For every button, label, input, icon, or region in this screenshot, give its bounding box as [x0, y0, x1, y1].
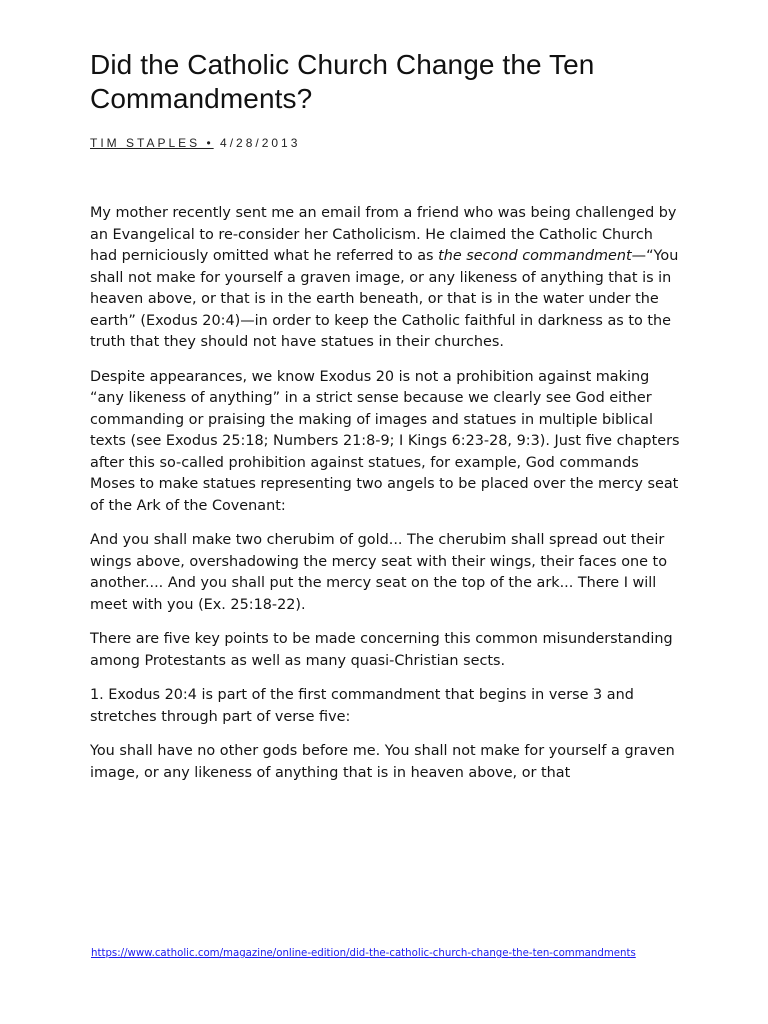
paragraph-intro — [90, 203, 680, 354]
author-link[interactable]: TIM STAPLES • — [90, 136, 214, 150]
article-title: Did the Catholic Church Change the Ten Commandments? — [90, 49, 595, 114]
paragraph-intro-end: —“You shall not make for yourself a graven image, or any likeness of anything that is in heaven above, or that is in the earth beneath, or that is in the water under the earth” (Exodus 20:4)—in order to keep the Catholic faithful in darkness as to the truth that they should not have statues in their churches. — [90, 248, 679, 350]
paragraph-point-one: 1. Exodus 20:4 is part of the first commandment that begins in verse 3 and stretches through part of verse five: — [90, 687, 634, 725]
publish-date: 4/28/2013 — [220, 136, 301, 150]
paragraph-five-key-points: There are five key points to be made concerning this common misunderstanding among Protestants as well as many quasi-Christian sects. — [90, 631, 673, 669]
byline — [90, 135, 300, 151]
paragraph-scripture-quote: And you shall make two cherubim of gold... The cherubim shall spread out their wings above, overshadowing the mercy seat with their wings, their faces one to another.... And you shall put the mercy seat on the top of the ark... There I will meet with you (Ex. 25:18-22). — [90, 532, 667, 613]
paragraph-despite-appearances: Despite appearances, we know Exodus 20 is not a prohibition against making “any likeness of anything” in a strict sense because we clearly see God either commanding or praising the making of images and statues in multiple biblical texts (see Exodus 25:18; Numbers 21:8-9; I Kings 6:23-28, 9:3). Just five chapters after this so-called prohibition against statues, for example, God commands Moses to make statues representing two angels to be placed over the mercy seat of the Ark of the Covenant: — [90, 368, 680, 514]
paragraph-intro-start: My mother recently sent me an email from a friend who was being challenged by an Evangelical to re-consider her Catholicism. He claimed the Catholic Church had perniciously omitted what he referred to as — [90, 205, 677, 264]
emphasis-second-commandment: the second commandment — [438, 248, 632, 264]
article-body — [90, 203, 680, 797]
source-url-link[interactable]: https://www.catholic.com/magazine/online-edition/did-the-catholic-church-change-the-ten-commandments — [91, 948, 636, 959]
paragraph-commandment-quote: You shall have no other gods before me. You shall not make for yourself a graven image, or any likeness of anything that is in heaven above, or that — [90, 743, 675, 781]
